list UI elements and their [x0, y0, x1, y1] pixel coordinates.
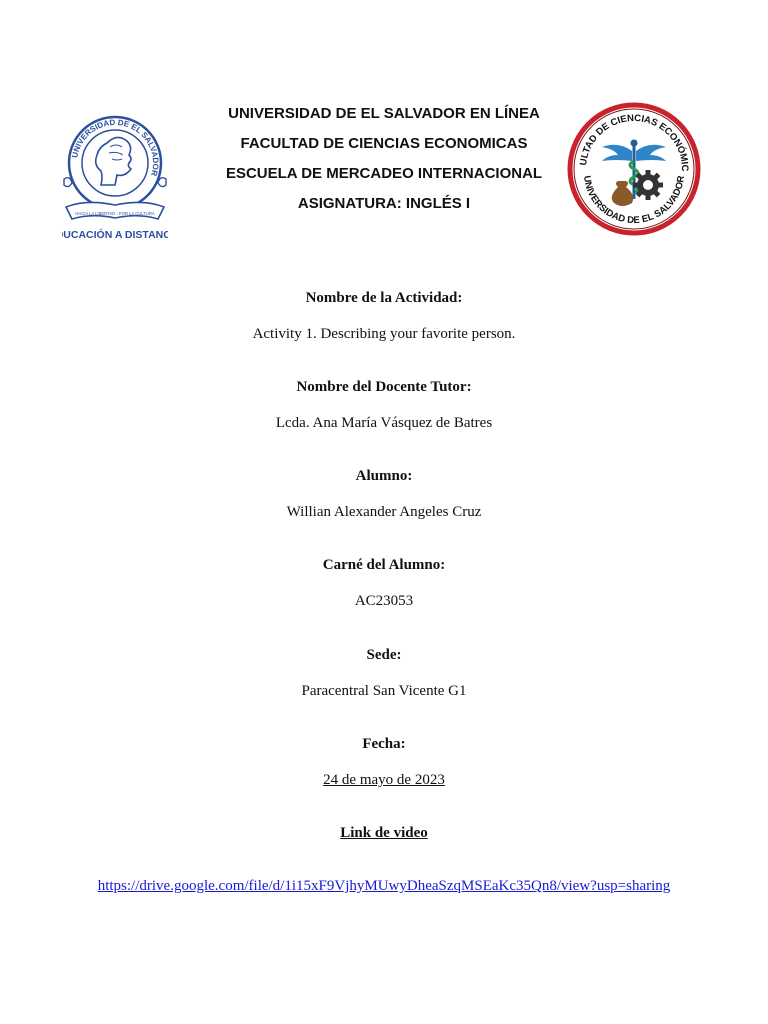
- school-name: ESCUELA DE MERCADEO INTERNACIONAL: [225, 165, 543, 182]
- activity-label: Nombre de la Actividad:: [305, 290, 463, 306]
- svg-text:EDUCACIÓN A DISTANCIA: UCACIÓN A DISTANC: [63, 229, 168, 241]
- student-label: Alumno:: [355, 468, 413, 484]
- video-link-row: [0, 876, 768, 896]
- student-value: Willian Alexander Angeles Cruz: [286, 504, 482, 520]
- sede-label: Sede:: [366, 647, 402, 663]
- faculty-economics-logo: [566, 101, 702, 237]
- university-name: UNIVERSIDAD DE EL SALVADOR EN LÍNEA: [228, 105, 540, 122]
- ues-distance-logo: [62, 107, 168, 247]
- svg-text:HACIA LA LIBERTAD · POR LA CUL: HACIA LA LIBERTAD · POR LA CULTURA: [75, 211, 155, 216]
- video-label-text: Link de video: [340, 825, 428, 841]
- tutor-value: Lcda. Ana María Vásquez de Batres: [275, 415, 493, 431]
- tutor-label: Nombre del Docente Tutor:: [296, 379, 472, 395]
- svg-text:FACULTAD DE CIENCIAS ECONÓMICA: ULTAD DE CIENCIAS ECONÓMIC: [578, 112, 691, 172]
- video-label: [0, 823, 768, 843]
- faculty-seal-icon: [566, 101, 702, 237]
- document-header: [0, 95, 768, 255]
- video-link[interactable]: https://drive.google.com/file/d/1i15xF9VjhyMUwyDheaSzqMSEaKc35Qn8/view?usp=sharing: [97, 878, 671, 894]
- svg-text:UNIVERSIDAD DE EL SALVADOR: UNIVERSIDAD DE EL SALVADOR: [70, 117, 161, 177]
- institution-heading: [190, 99, 578, 219]
- ues-seal-icon: [62, 107, 168, 247]
- carne-value: AC23053: [354, 593, 414, 609]
- faculty-name: FACULTAD DE CIENCIAS ECONOMICAS: [240, 135, 528, 152]
- activity-value: Activity 1. Describing your favorite person.: [252, 326, 516, 342]
- sede-value: Paracentral San Vicente G1: [301, 683, 467, 699]
- fecha-text: 24 de mayo de 2023: [323, 772, 445, 788]
- carne-label: Carné del Alumno:: [322, 557, 446, 573]
- fecha-value: [0, 770, 768, 790]
- fecha-label: Fecha:: [362, 736, 406, 752]
- subject-name: ASIGNATURA: INGLÉS I: [297, 195, 471, 212]
- svg-text:UNIVERSIDAD DE EL SALVADOR: UNIVERSIDAD DE EL SALVADOR: [580, 174, 688, 227]
